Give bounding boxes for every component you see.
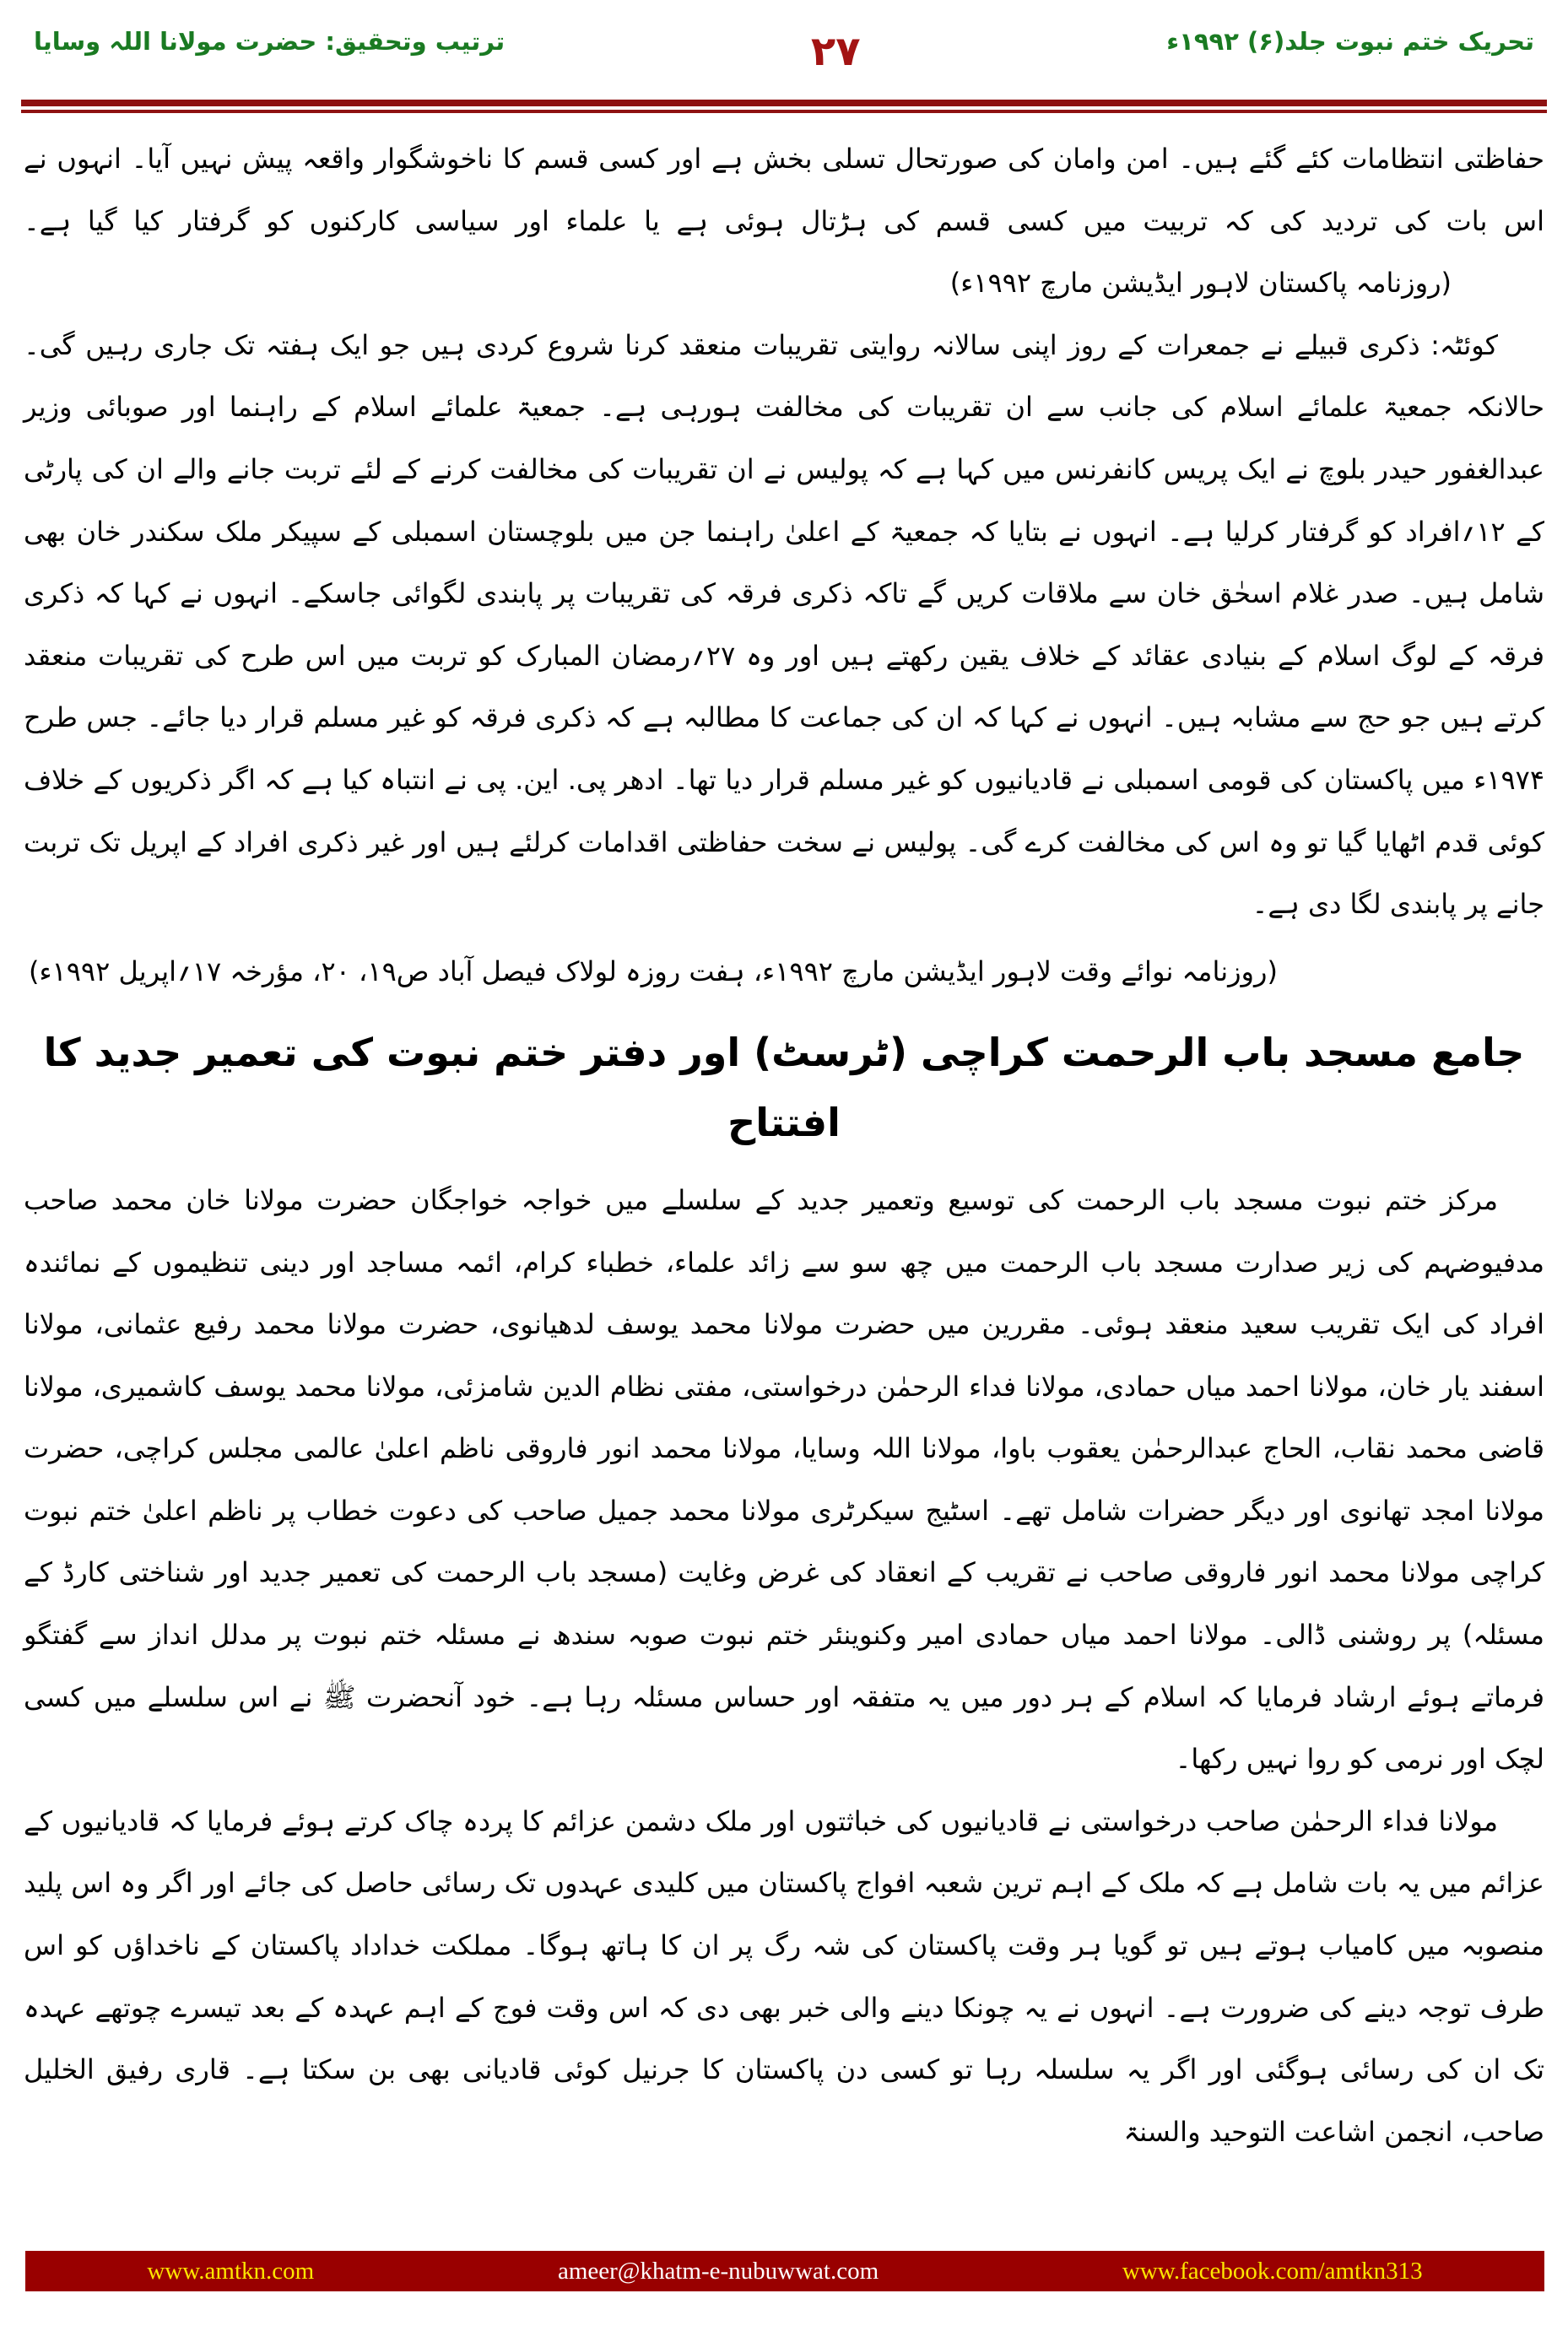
header-divider	[0, 100, 1568, 113]
footer-website-link[interactable]: www.amtkn.com	[147, 2257, 315, 2285]
paragraph-security-report-text: حفاظتی انتظامات کئے گئے ہیں۔ امن وامان کی صورتحال تسلی بخش ہے اور کسی قسم کا ناخوشگوار واقعہ پیش نہیں آیا۔ انہوں نے اس بات کی تردید کی کہ تربیت میں کسی قسم کی ہڑتال ہوئی ہے یا علماء اور سیاسی کارکنوں کو گرفتار کیا گیا ہے۔	[24, 143, 1544, 237]
footer-bar	[25, 2251, 1544, 2291]
page-header	[0, 0, 1568, 100]
footer-email-link[interactable]: ameer@khatm-e-nubuwwat.com	[557, 2257, 879, 2285]
paragraph-maulana-fida-ur-rahman: مولانا فداء الرحمٰن صاحب درخواستی نے قادیانیوں کی خباثتوں اور ملک دشمن عزائم کا پردہ چاک کرتے ہوئے فرمایا کہ قادیانیوں کے عزائم میں یہ بات شامل ہے کہ ملک کے اہم ترین شعبہ افواج پاکستان میں کلیدی عہدوں تک رسائی حاصل کی جائے اور اگر وہ اس پلید منصوبہ میں کامیاب ہوتے ہیں تو گویا ہر وقت پاکستان کی شہ رگ پر ان کا ہاتھ ہوگا۔ مملکت خداداد پاکستان کے ناخداؤں کو اس طرف توجہ دینے کی ضرورت ہے۔ انہوں نے یہ چونکا دینے والی خبر بھی دی کہ اس وقت فوج کے اہم عہدہ کے بعد تیسرے چوتھے عہدہ تک ان کی رسائی ہوگئی اور اگر یہ سلسلہ رہا تو کسی دن پاکستان کا جرنیل کوئی قادیانی بھی بن سکتا ہے۔ قاری رفیق الخلیل صاحب، انجمن اشاعت التوحید والسنۃ	[24, 1804, 1544, 2148]
paragraph-security-report	[24, 128, 1544, 315]
article-body	[0, 113, 1568, 2163]
divider-thick-rule	[21, 100, 1547, 106]
footer-facebook-link[interactable]: www.facebook.com/amtkn313	[1122, 2257, 1423, 2285]
header-compiler-title: ترتیب وتحقیق: حضرت مولانا اللہ وسایا	[34, 27, 506, 56]
page-number: ۲۷	[810, 28, 861, 75]
paragraph-quetta-zikri-news: کوئٹہ: ذکری قبیلے نے جمعرات کے روز اپنی سالانہ روایتی تقریبات منعقد کرنا شروع کردی ہیں جو ایک ہفتہ تک جاری رہیں گی۔ حالانکہ جمعیۃ علمائے اسلام کی جانب سے ان تقریبات کی مخالفت ہورہی ہے۔ جمعیۃ علمائے اسلام کے راہنما اور صوبائی وزیر عبدالغفور حیدر بلوچ نے ایک پریس کانفرنس میں کہا ہے کہ پولیس نے ان تقریبات کی مخالفت کرنے کے لئے تربت جانے والے ان کی پارٹی کے ۱۲؍افراد کو گرفتار کرلیا ہے۔ انہوں نے بتایا کہ جمعیۃ کے اعلیٰ راہنما جن میں بلوچستان اسمبلی کے سپیکر ملک سکندر خان بھی شامل ہیں۔ صدر غلام اسحٰق خان سے ملاقات کریں گے تاکہ ذکری فرقہ کی تقریبات پر پابندی لگوائی جاسکے۔ انہوں نے کہا کہ ذکری فرقہ کے لوگ اسلام کے بنیادی عقائد کے خلاف یقین رکھتے ہیں اور وہ ۲۷؍رمضان المبارک کو تربت میں اس طرح کی تقریبات منعقد کرتے ہیں جو حج سے مشابہ ہیں۔ انہوں نے کہا کہ ان کی جماعت کا مطالبہ ہے کہ ذکری فرقہ کو غیر مسلم قرار دیا جائے۔ جس طرح ۱۹۷۴ء میں پاکستان کی قومی اسمبلی نے قادیانیوں کو غیر مسلم قرار دیا تھا۔ ادھر پی. این. پی نے انتباہ کیا ہے کہ اگر ذکریوں کے خلاف کوئی قدم اٹھایا گیا تو وہ اس کی مخالفت کرے گی۔ پولیس نے سخت حفاظتی اقدامات کرلئے ہیں اور غیر ذکری افراد کے اپریل تک تربت جانے پر پابندی لگا دی ہے۔	[24, 328, 1545, 921]
citation-roznama-pakistan: (روزنامہ پاکستان لاہور ایڈیشن مارچ ۱۹۹۲ء)	[949, 267, 1452, 300]
header-book-title: تحریک ختم نبوت جلد(۶) ۱۹۹۲ء	[1166, 27, 1534, 56]
section-heading-masjid-bab-ul-rahmat: جامع مسجد باب الرحمت کراچی (ٹرسٹ) اور دفتر ختم نبوت کی تعمیر جدید کا افتتاح	[43, 1030, 1525, 1146]
citation-nawa-e-waqt-lolak: (روزنامہ نوائے وقت لاہور ایڈیشن مارچ ۱۹۹۲ء، ہفت روزہ لولاک فیصل آباد ص۱۹، ۲۰، مؤرخہ ۱۷؍اپریل ۱۹۹۲ء)	[29, 955, 1278, 987]
paragraph-masjid-ceremony: مرکز ختم نبوت مسجد باب الرحمت کی توسیع وتعمیر جدید کے سلسلے میں خواجہ خواجگان حضرت مولانا خان محمد صاحب مدفیوضہم کی زیر صدارت مسجد باب الرحمت میں چھ سو سے زائد علماء، خطباء کرام، ائمہ مساجد اور دینی تنظیموں کے نمائندہ افراد کی ایک تقریب سعید منعقد ہوئی۔ مقررین میں حضرت مولانا محمد یوسف لدھیانوی، حضرت مولانا محمد رفیع عثمانی، مولانا اسفند یار خان، مولانا احمد میاں حمادی، مولانا فداء الرحمٰن درخواستی، مفتی نظام الدین شامزئی، مولانا محمد یوسف کاشمیری، مولانا قاضی محمد نقاب، الحاج عبدالرحمٰن یعقوب باوا، مولانا اللہ وسایا، مولانا محمد انور فاروقی ناظم اعلیٰ عالمی مجلس کراچی، حضرت مولانا امجد تھانوی اور دیگر حضرات شامل تھے۔ اسٹیج سیکرٹری مولانا محمد جمیل صاحب کی دعوت خطاب پر ناظم اعلیٰ ختم نبوت کراچی مولانا محمد انور فاروقی صاحب نے تقریب کے انعقاد کی غرض وغایت (مسجد باب الرحمت کی تعمیر جدید اور شناختی کارڈ کے مسئلہ) پر روشنی ڈالی۔ مولانا احمد میاں حمادی امیر وکنوینئر ختم نبوت صوبہ سندھ نے مسئلہ ختم نبوت پر مدلل انداز سے گفتگو فرماتے ہوئے ارشاد فرمایا کہ اسلام کے ہر دور میں یہ متفقہ اور حساس مسئلہ رہا ہے۔ خود آنحضرت ﷺ نے اس سلسلے میں کسی لچک اور نرمی کو روا نہیں رکھا۔	[24, 1183, 1544, 1776]
